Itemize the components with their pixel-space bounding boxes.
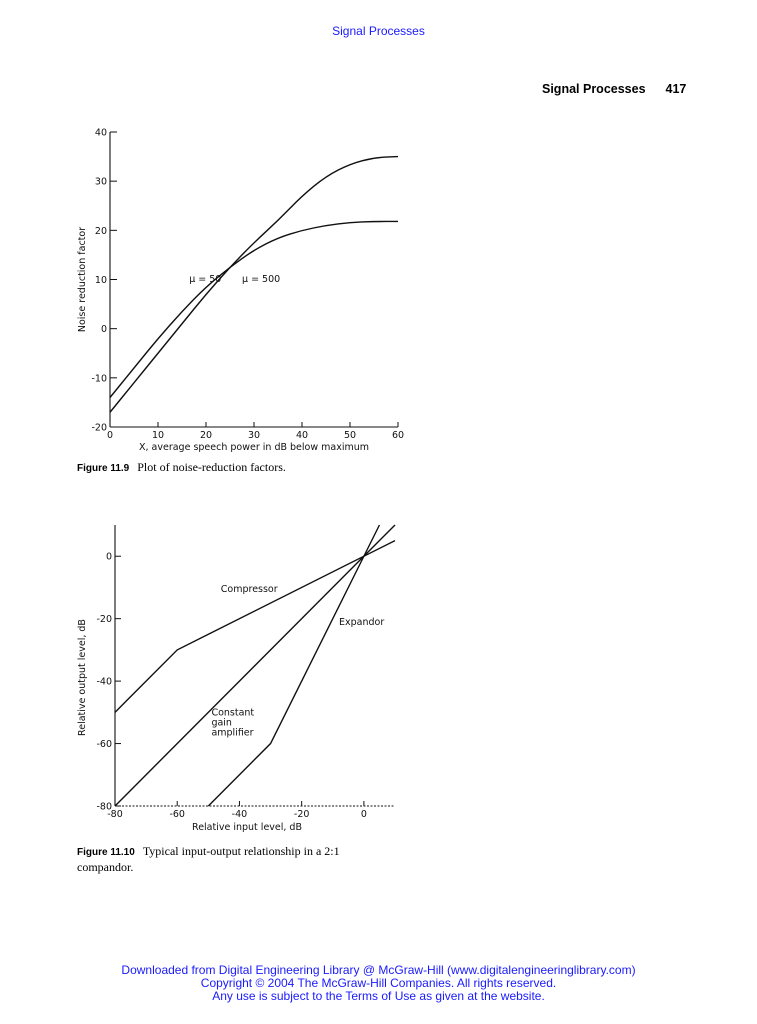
y-tick-label: -60 [96, 739, 112, 751]
y-tick-label: 20 [94, 225, 107, 237]
series-label-expandor: Expandor [339, 616, 385, 628]
x-tick-label: 30 [247, 430, 261, 441]
x-tick-label: 0 [360, 809, 367, 820]
top-link[interactable]: Signal Processes [332, 24, 425, 38]
y-tick-label: 10 [94, 275, 107, 286]
figure-11-9-text: Plot of noise-reduction factors. [137, 460, 286, 474]
figure-11-10-text: Typical input-output relationship in a 2:1 compandor. [77, 844, 340, 874]
x-tick-label: -80 [107, 809, 123, 820]
series-line-constant-gain-amplifier [115, 525, 395, 806]
footer-line-3: Any use is subject to the Terms of Use as given at the website. [212, 989, 545, 1003]
y-tick-label: 0 [105, 551, 112, 563]
series-label-constant-gain-line3: amplifier [211, 727, 254, 739]
y-tick-label: 40 [94, 127, 107, 139]
chart2-series [115, 525, 395, 806]
figure-11-10-label: Figure 11.10 [77, 847, 135, 858]
figure-11-9-label: Figure 11.9 [77, 463, 130, 474]
x-tick-label: 40 [295, 430, 309, 441]
series-label-constant-gain-line2: gain [211, 717, 232, 729]
x-tick-label: 10 [151, 430, 165, 441]
x-tick-label: -60 [169, 809, 185, 820]
footer-line-2: Copyright © 2004 The McGraw-Hill Companies. All rights reserved. [200, 976, 557, 990]
y-tick-label: -40 [96, 676, 112, 688]
x-tick-label: 0 [106, 430, 114, 441]
chart1-x-axis-label: X, average speech power in dB below maximum [138, 442, 370, 453]
y-tick-label: -20 [96, 614, 112, 626]
series-label-compressor: Compressor [220, 584, 278, 596]
x-tick-label: -20 [293, 809, 310, 820]
figure-11-10-caption [77, 844, 387, 874]
footer [0, 964, 757, 1003]
page-number: 417 [665, 82, 687, 96]
chart2-x-axis-label: Relative input level, dB [192, 822, 302, 833]
x-tick-label: 20 [199, 430, 213, 441]
y-tick-label: -80 [96, 801, 112, 813]
y-tick-label: -20 [91, 422, 107, 434]
y-tick-label: 0 [100, 324, 107, 336]
x-tick-label: 50 [343, 430, 357, 441]
series-label-constant-gain-line1: Constant [211, 707, 255, 719]
running-head-title: Signal Processes [542, 82, 646, 96]
y-tick-label: -10 [91, 373, 107, 385]
x-tick-label: -40 [231, 809, 248, 820]
series-label-mu-500: μ = 500 [242, 273, 281, 285]
footer-line-1[interactable]: Downloaded from Digital Engineering Library @ McGraw-Hill (www.digitalengineeringlibrary.com) [121, 963, 636, 977]
chart1-y-axis-label: Noise reduction factor [77, 226, 88, 333]
x-tick-label: 60 [391, 430, 405, 441]
y-tick-label: 30 [94, 176, 107, 188]
chart2-y-axis-label: Relative output level, dB [77, 619, 88, 736]
series-label-mu-50: μ = 50 [189, 273, 222, 285]
